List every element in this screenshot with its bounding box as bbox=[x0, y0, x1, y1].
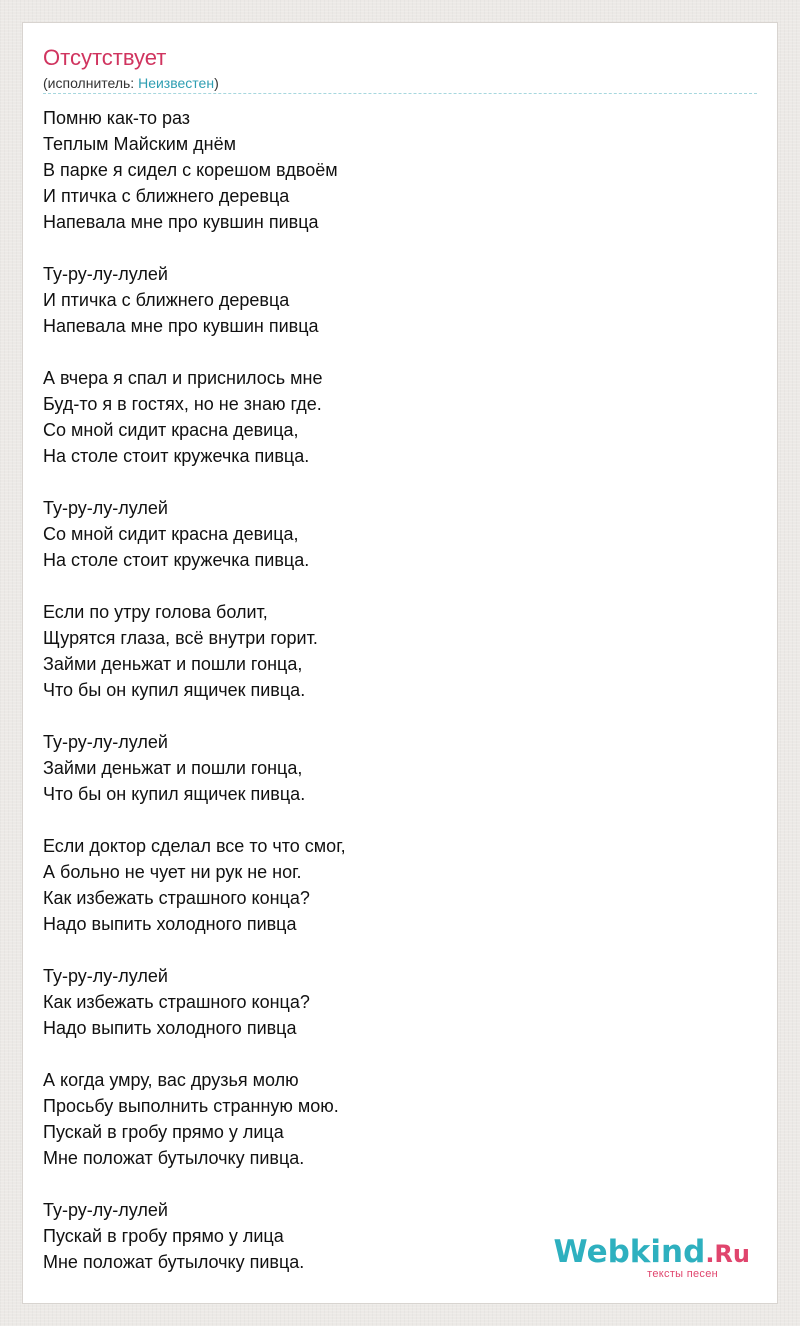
lyrics-stanza bbox=[43, 495, 743, 573]
lyric-line: Если доктор сделал все то что смог, bbox=[43, 836, 346, 856]
lyric-line: Со мной сидит красна девица, bbox=[43, 524, 299, 544]
logo-tld: .Ru bbox=[705, 1240, 750, 1268]
lyric-line: И птичка с ближнего деревца bbox=[43, 290, 290, 310]
lyric-line: Пускай в гробу прямо у лица bbox=[43, 1122, 284, 1142]
lyric-line: Ту-ру-лу-лулей bbox=[43, 1200, 168, 1220]
lyrics-stanza bbox=[43, 833, 743, 937]
lyrics-stanza bbox=[43, 365, 743, 469]
lyric-line: Мне положат бутылочку пивца. bbox=[43, 1148, 305, 1168]
lyric-line: Помню как-то раз bbox=[43, 108, 191, 128]
artist-suffix: ) bbox=[214, 75, 219, 91]
lyric-line: Что бы он купил ящичек пивца. bbox=[43, 784, 306, 804]
lyrics-stanza bbox=[43, 261, 743, 339]
lyric-line: Ту-ру-лу-лулей bbox=[43, 264, 168, 284]
lyrics-stanza bbox=[43, 599, 743, 703]
lyrics-stanza bbox=[43, 1067, 743, 1171]
lyric-line: На столе стоит кружечка пивца. bbox=[43, 446, 310, 466]
lyrics-body bbox=[43, 105, 743, 1275]
lyric-line: Напевала мне про кувшин пивца bbox=[43, 316, 319, 336]
lyric-line: На столе стоит кружечка пивца. bbox=[43, 550, 310, 570]
lyrics-stanza bbox=[43, 729, 743, 807]
lyric-line: Просьбу выполнить странную мою. bbox=[43, 1096, 339, 1116]
lyric-line: Со мной сидит красна девица, bbox=[43, 420, 299, 440]
lyric-line: А больно не чует ни рук не ног. bbox=[43, 862, 302, 882]
lyric-line: А когда умру, вас друзья молю bbox=[43, 1070, 299, 1090]
site-logo[interactable] bbox=[555, 1235, 750, 1281]
lyric-line: Ту-ру-лу-лулей bbox=[43, 498, 168, 518]
lyrics-stanza bbox=[43, 963, 743, 1041]
lyric-line: Надо выпить холодного пивца bbox=[43, 914, 297, 934]
lyrics-stanza bbox=[43, 105, 743, 235]
lyrics-card bbox=[22, 22, 778, 1304]
lyric-line: Теплым Майским днём bbox=[43, 134, 236, 154]
lyric-line: Как избежать страшного конца? bbox=[43, 888, 310, 908]
lyric-line: Займи деньжат и пошли гонца, bbox=[43, 654, 303, 674]
lyric-line: Мне положат бутылочку пивца. bbox=[43, 1252, 305, 1272]
lyric-line: Ту-ру-лу-лулей bbox=[43, 732, 168, 752]
lyric-line: Напевала мне про кувшин пивца bbox=[43, 212, 319, 232]
lyric-line: Ту-ру-лу-лулей bbox=[43, 966, 168, 986]
artist-prefix: (исполнитель: bbox=[43, 75, 139, 91]
lyric-line: Займи деньжат и пошли гонца, bbox=[43, 758, 303, 778]
logo-name: Webkind bbox=[553, 1234, 706, 1270]
artist-link[interactable]: Неизвестен bbox=[138, 75, 215, 91]
lyric-line: Как избежать страшного конца? bbox=[43, 992, 310, 1012]
lyric-line: Надо выпить холодного пивца bbox=[43, 1018, 297, 1038]
logo-tagline: тексты песен bbox=[647, 1268, 718, 1280]
lyric-line: Буд-то я в гостях, но не знаю где. bbox=[43, 394, 322, 414]
song-title: Отсутствует bbox=[43, 45, 167, 70]
lyric-line: Что бы он купил ящичек пивца. bbox=[43, 680, 306, 700]
title-divider bbox=[43, 93, 757, 94]
lyric-line: Щурятся глаза, всё внутри горит. bbox=[43, 628, 318, 648]
lyric-line: Если по утру голова болит, bbox=[43, 602, 268, 622]
logo-wordmark bbox=[554, 1235, 751, 1271]
lyric-line: А вчера я спал и приснилось мне bbox=[43, 368, 323, 388]
lyric-line: И птичка с ближнего деревца bbox=[43, 186, 290, 206]
lyric-line: Пускай в гробу прямо у лица bbox=[43, 1226, 284, 1246]
lyric-line: В парке я сидел с корешом вдвоём bbox=[43, 160, 338, 180]
artist-line bbox=[43, 74, 219, 92]
